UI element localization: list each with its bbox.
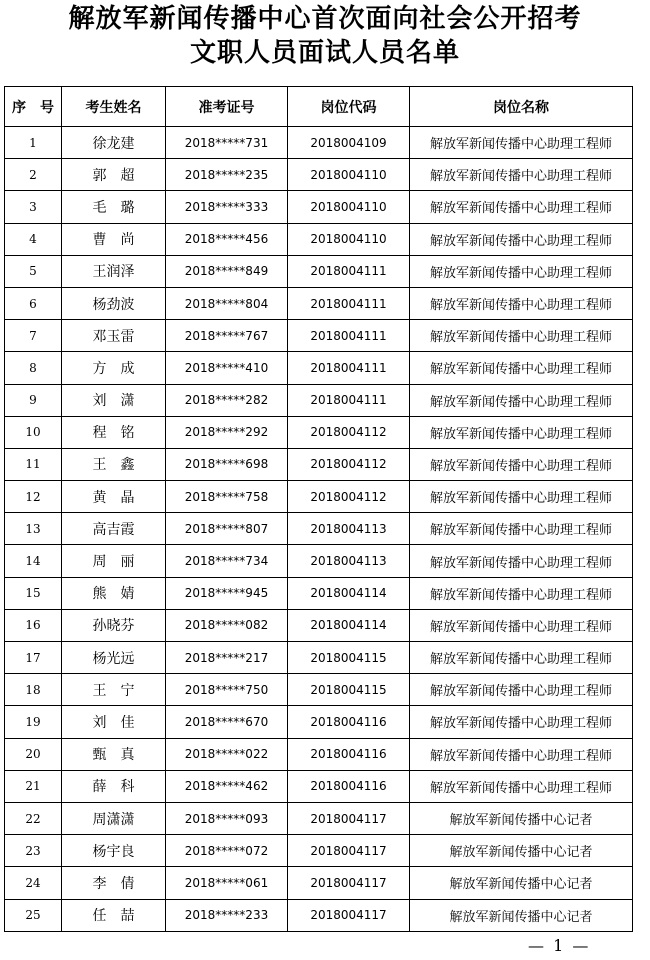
- cell-seq: 11: [5, 448, 62, 480]
- cell-seq: 8: [5, 352, 62, 384]
- cell-name: 甄 真: [62, 738, 166, 770]
- cell-position-code: 2018004110: [288, 191, 410, 223]
- table-row: [5, 384, 633, 416]
- cell-position-code: 2018004116: [288, 706, 410, 738]
- table-row: [5, 255, 633, 287]
- table-row: [5, 448, 633, 480]
- page-subtitle: 文职人员面试人员名单: [189, 38, 460, 68]
- cell-seq: 17: [5, 642, 62, 674]
- cell-name: 熊 婧: [62, 577, 166, 609]
- cell-position-name: 解放军新闻传播中心记者: [410, 899, 633, 931]
- cell-position-code: 2018004109: [288, 127, 410, 159]
- cell-seq: 16: [5, 609, 62, 641]
- cell-exam-id: 2018*****804: [166, 287, 288, 319]
- table-row: [5, 287, 633, 319]
- cell-position-name: 解放军新闻传播中心助理工程师: [410, 706, 633, 738]
- cell-name: 杨劲波: [62, 287, 166, 319]
- cell-position-code: 2018004111: [288, 352, 410, 384]
- cell-seq: 7: [5, 320, 62, 352]
- cell-position-code: 2018004112: [288, 481, 410, 513]
- cell-position-code: 2018004111: [288, 320, 410, 352]
- cell-seq: 5: [5, 255, 62, 287]
- table-row: [5, 835, 633, 867]
- cell-position-name: 解放军新闻传播中心助理工程师: [410, 223, 633, 255]
- cell-name: 周 丽: [62, 545, 166, 577]
- cell-position-code: 2018004111: [288, 287, 410, 319]
- cell-name: 邓玉雷: [62, 320, 166, 352]
- table-row: [5, 159, 633, 191]
- cell-position-code: 2018004115: [288, 642, 410, 674]
- cell-position-code: 2018004115: [288, 674, 410, 706]
- cell-exam-id: 2018*****072: [166, 835, 288, 867]
- cell-seq: 20: [5, 738, 62, 770]
- cell-position-name: 解放军新闻传播中心助理工程师: [410, 159, 633, 191]
- cell-name: 任 喆: [62, 899, 166, 931]
- cell-name: 刘 潇: [62, 384, 166, 416]
- cell-position-code: 2018004117: [288, 867, 410, 899]
- table-row: [5, 706, 633, 738]
- cell-seq: 12: [5, 481, 62, 513]
- cell-position-code: 2018004116: [288, 770, 410, 802]
- table-row: [5, 352, 633, 384]
- cell-seq: 13: [5, 513, 62, 545]
- cell-name: 杨宇良: [62, 835, 166, 867]
- cell-exam-id: 2018*****233: [166, 899, 288, 931]
- table-row: [5, 416, 633, 448]
- interviewee-table: [4, 86, 633, 932]
- cell-seq: 22: [5, 802, 62, 834]
- cell-name: 薛 科: [62, 770, 166, 802]
- cell-seq: 14: [5, 545, 62, 577]
- cell-seq: 21: [5, 770, 62, 802]
- cell-name: 黄 晶: [62, 481, 166, 513]
- cell-seq: 6: [5, 287, 62, 319]
- cell-name: 李 倩: [62, 867, 166, 899]
- table-row: [5, 770, 633, 802]
- cell-position-name: 解放军新闻传播中心助理工程师: [410, 738, 633, 770]
- cell-seq: 10: [5, 416, 62, 448]
- table-row: [5, 899, 633, 931]
- cell-name: 毛 璐: [62, 191, 166, 223]
- cell-position-name: 解放军新闻传播中心助理工程师: [410, 513, 633, 545]
- cell-exam-id: 2018*****698: [166, 448, 288, 480]
- table-row: [5, 191, 633, 223]
- table-row: [5, 867, 633, 899]
- header-id: 准考证号: [166, 87, 288, 127]
- cell-position-name: 解放军新闻传播中心助理工程师: [410, 770, 633, 802]
- cell-exam-id: 2018*****093: [166, 802, 288, 834]
- table-row: [5, 642, 633, 674]
- table-row: [5, 481, 633, 513]
- cell-seq: 18: [5, 674, 62, 706]
- cell-position-code: 2018004110: [288, 159, 410, 191]
- cell-exam-id: 2018*****945: [166, 577, 288, 609]
- cell-position-code: 2018004111: [288, 255, 410, 287]
- cell-position-name: 解放军新闻传播中心记者: [410, 835, 633, 867]
- header-position: 岗位名称: [410, 87, 633, 127]
- cell-name: 刘 佳: [62, 706, 166, 738]
- cell-position-name: 解放军新闻传播中心助理工程师: [410, 287, 633, 319]
- cell-position-name: 解放军新闻传播中心助理工程师: [410, 481, 633, 513]
- cell-name: 程 铭: [62, 416, 166, 448]
- cell-name: 方 成: [62, 352, 166, 384]
- cell-position-name: 解放军新闻传播中心助理工程师: [410, 545, 633, 577]
- cell-name: 周潇潇: [62, 802, 166, 834]
- table-row: [5, 674, 633, 706]
- cell-position-code: 2018004117: [288, 899, 410, 931]
- cell-seq: 15: [5, 577, 62, 609]
- cell-position-name: 解放军新闻传播中心记者: [410, 802, 633, 834]
- cell-position-code: 2018004114: [288, 577, 410, 609]
- cell-exam-id: 2018*****282: [166, 384, 288, 416]
- header-seq: 序 号: [5, 87, 62, 127]
- cell-name: 杨光远: [62, 642, 166, 674]
- table-row: [5, 127, 633, 159]
- cell-position-name: 解放军新闻传播中心助理工程师: [410, 352, 633, 384]
- cell-exam-id: 2018*****670: [166, 706, 288, 738]
- cell-position-name: 解放军新闻传播中心助理工程师: [410, 255, 633, 287]
- table-row: [5, 609, 633, 641]
- cell-seq: 1: [5, 127, 62, 159]
- cell-exam-id: 2018*****217: [166, 642, 288, 674]
- cell-exam-id: 2018*****410: [166, 352, 288, 384]
- cell-seq: 3: [5, 191, 62, 223]
- cell-name: 曹 尚: [62, 223, 166, 255]
- cell-exam-id: 2018*****292: [166, 416, 288, 448]
- cell-exam-id: 2018*****849: [166, 255, 288, 287]
- cell-exam-id: 2018*****734: [166, 545, 288, 577]
- cell-exam-id: 2018*****456: [166, 223, 288, 255]
- cell-seq: 2: [5, 159, 62, 191]
- table-row: [5, 223, 633, 255]
- cell-position-name: 解放军新闻传播中心助理工程师: [410, 642, 633, 674]
- cell-position-code: 2018004113: [288, 545, 410, 577]
- cell-seq: 23: [5, 835, 62, 867]
- cell-position-code: 2018004116: [288, 738, 410, 770]
- cell-position-code: 2018004114: [288, 609, 410, 641]
- cell-exam-id: 2018*****022: [166, 738, 288, 770]
- table-row: [5, 545, 633, 577]
- cell-exam-id: 2018*****767: [166, 320, 288, 352]
- cell-seq: 25: [5, 899, 62, 931]
- cell-position-name: 解放军新闻传播中心助理工程师: [410, 191, 633, 223]
- cell-position-code: 2018004111: [288, 384, 410, 416]
- cell-name: 孙晓芬: [62, 609, 166, 641]
- cell-seq: 24: [5, 867, 62, 899]
- cell-seq: 9: [5, 384, 62, 416]
- page-number: — 1 —: [528, 936, 591, 955]
- cell-position-code: 2018004117: [288, 802, 410, 834]
- cell-position-name: 解放军新闻传播中心助理工程师: [410, 674, 633, 706]
- cell-position-code: 2018004110: [288, 223, 410, 255]
- header-code: 岗位代码: [288, 87, 410, 127]
- table-row: [5, 738, 633, 770]
- table-row: [5, 577, 633, 609]
- cell-seq: 4: [5, 223, 62, 255]
- cell-exam-id: 2018*****082: [166, 609, 288, 641]
- cell-position-code: 2018004117: [288, 835, 410, 867]
- cell-position-name: 解放军新闻传播中心记者: [410, 867, 633, 899]
- cell-exam-id: 2018*****235: [166, 159, 288, 191]
- table-header-row: [5, 87, 633, 127]
- cell-name: 徐龙建: [62, 127, 166, 159]
- cell-name: 王 宁: [62, 674, 166, 706]
- cell-position-name: 解放军新闻传播中心助理工程师: [410, 609, 633, 641]
- cell-position-code: 2018004113: [288, 513, 410, 545]
- cell-exam-id: 2018*****750: [166, 674, 288, 706]
- cell-position-name: 解放军新闻传播中心助理工程师: [410, 127, 633, 159]
- cell-seq: 19: [5, 706, 62, 738]
- cell-exam-id: 2018*****061: [166, 867, 288, 899]
- cell-position-code: 2018004112: [288, 416, 410, 448]
- cell-position-name: 解放军新闻传播中心助理工程师: [410, 416, 633, 448]
- table-row: [5, 320, 633, 352]
- page-title: 解放军新闻传播中心首次面向社会公开招考: [68, 4, 582, 34]
- cell-position-code: 2018004112: [288, 448, 410, 480]
- cell-exam-id: 2018*****731: [166, 127, 288, 159]
- cell-position-name: 解放军新闻传播中心助理工程师: [410, 577, 633, 609]
- cell-position-name: 解放军新闻传播中心助理工程师: [410, 320, 633, 352]
- header-name: 考生姓名: [62, 87, 166, 127]
- cell-exam-id: 2018*****758: [166, 481, 288, 513]
- cell-name: 王润泽: [62, 255, 166, 287]
- cell-exam-id: 2018*****462: [166, 770, 288, 802]
- cell-position-name: 解放军新闻传播中心助理工程师: [410, 448, 633, 480]
- table-row: [5, 802, 633, 834]
- cell-name: 王 鑫: [62, 448, 166, 480]
- cell-exam-id: 2018*****807: [166, 513, 288, 545]
- cell-exam-id: 2018*****333: [166, 191, 288, 223]
- cell-name: 高吉霞: [62, 513, 166, 545]
- cell-position-name: 解放军新闻传播中心助理工程师: [410, 384, 633, 416]
- cell-name: 郭 超: [62, 159, 166, 191]
- table-row: [5, 513, 633, 545]
